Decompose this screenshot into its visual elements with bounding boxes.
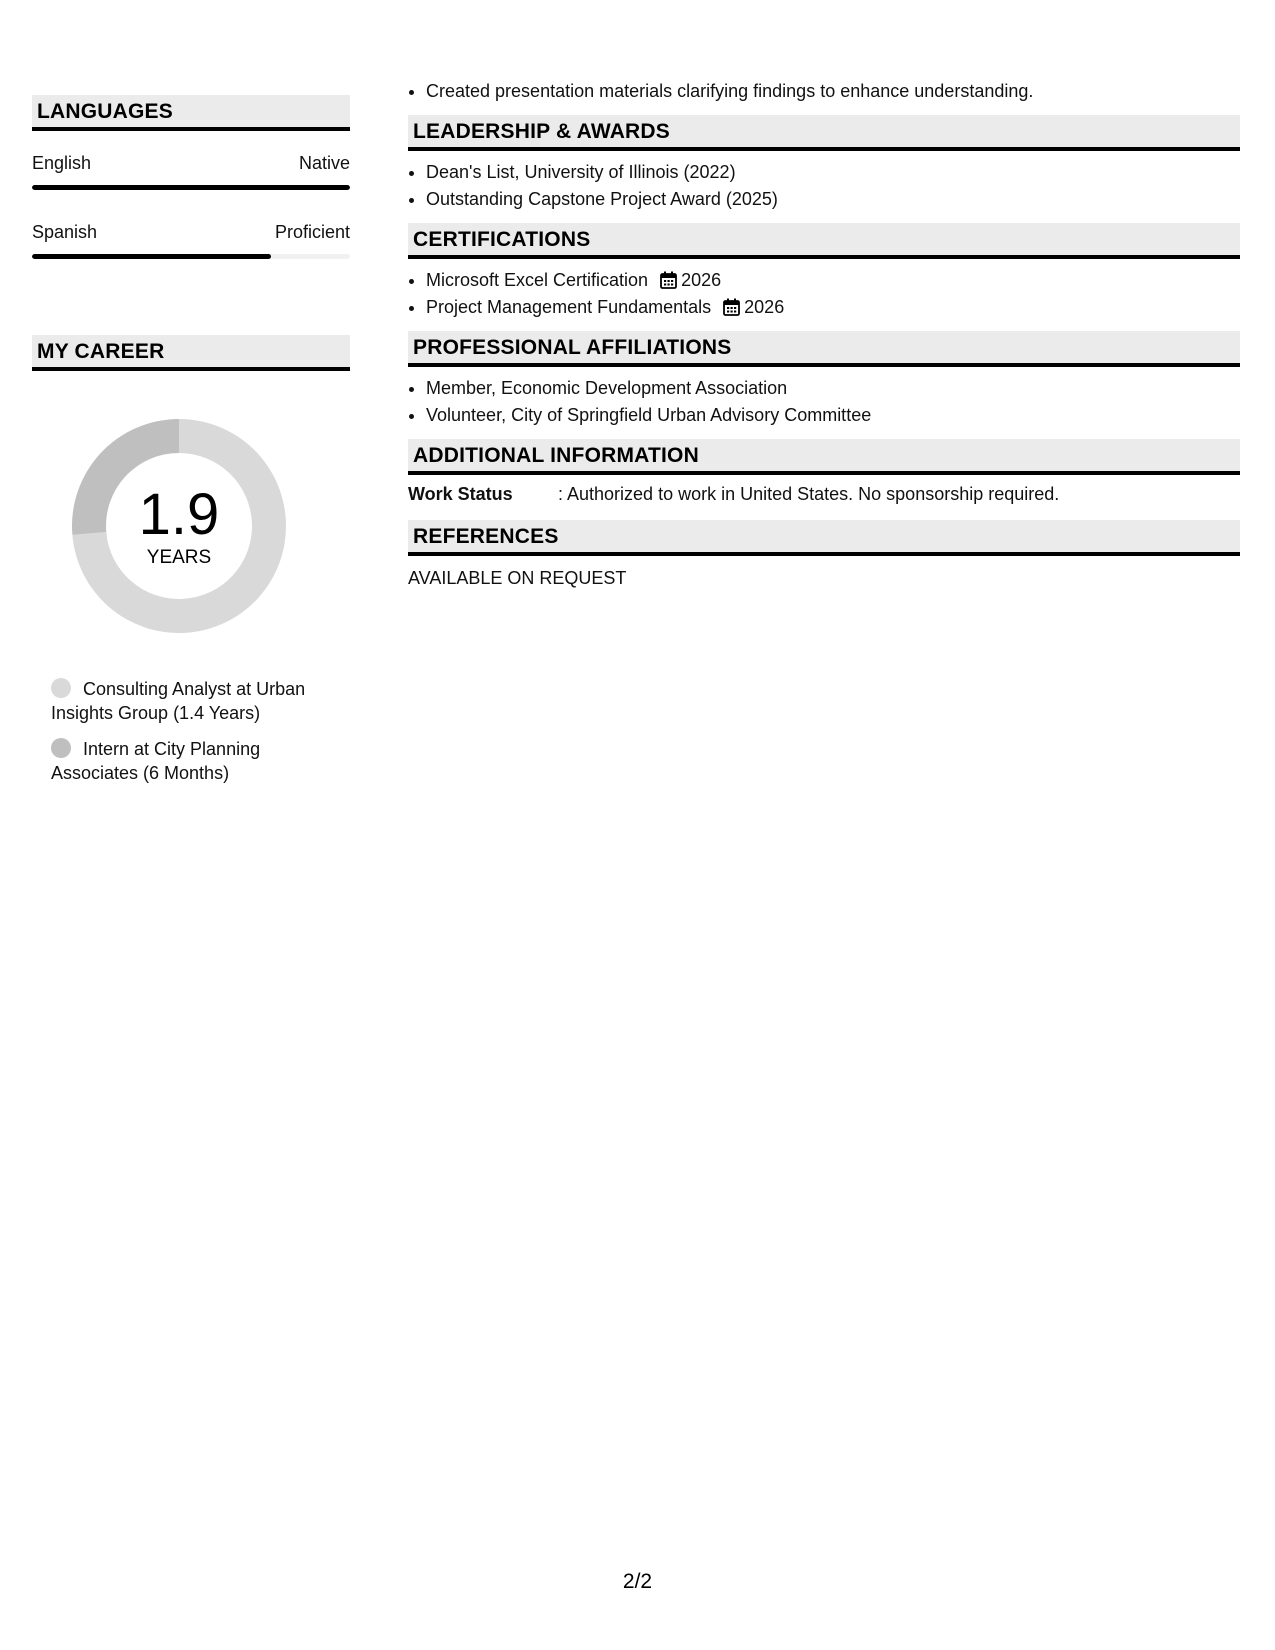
certification-year: 2026 [744,297,785,317]
legend-label: Consulting Analyst at Urban Insights Group (1.4 Years) [51,679,306,723]
certifications-heading: CERTIFICATIONS [408,223,1240,259]
total-years-unit: YEARS [146,547,212,568]
career-legend [51,677,331,785]
career-heading: MY CAREER [32,335,350,371]
language-name: Spanish [32,222,98,242]
language-row-english [32,153,350,190]
language-row-spanish [32,222,350,259]
affiliations-section [408,331,1240,429]
legend-label: Intern at City Planning Associates (6 Months) [51,739,261,783]
list-item: • Volunteer, City of Springfield Urban Advisory Committee [426,402,1240,429]
work-status-row [408,484,1240,504]
additional-info-heading: ADDITIONAL INFORMATION [408,439,1240,475]
references-heading: REFERENCES [408,520,1240,556]
certifications-section [408,223,1240,321]
legend-item [51,737,331,785]
career-donut-chart [66,413,292,639]
certification-year: 2026 [681,270,722,290]
legend-item [51,677,331,725]
certification-name: Project Management Fundamentals [426,297,712,317]
list-item: • Created presentation materials clarifying findings to enhance understanding. [426,78,1240,105]
work-status-value: : Authorized to work in United States. No sponsorship required. [558,484,1060,504]
additional-info-section [408,439,1240,504]
calendar-icon [660,271,677,289]
donut-center [66,413,292,639]
list-item: • Member, Economic Development Association [426,375,1240,402]
language-level: Native [298,153,350,173]
leadership-heading: LEADERSHIP & AWARDS [408,115,1240,151]
language-level: Proficient [274,222,350,242]
references-section [408,520,1240,588]
legend-dot [51,738,71,758]
legend-dot [51,678,71,698]
language-proficiency-fill [32,254,271,259]
experience-tail-list [408,78,1240,105]
languages-heading: LANGUAGES [32,95,350,131]
total-years-value: 1.9 [138,482,220,547]
certification-name: Microsoft Excel Certification [426,270,649,290]
certification-item [426,294,1240,321]
list-item: • Outstanding Capstone Project Award (2025) [426,186,1240,213]
certification-item [426,267,1240,294]
work-status-label: Work Status [408,484,513,504]
left-column [32,95,350,797]
list-item: • Dean's List, University of Illinois (2022) [426,159,1240,186]
language-proficiency-bar [32,185,350,190]
leadership-section [408,115,1240,213]
calendar-icon [723,298,740,316]
page-number: 2/2 [622,1570,653,1593]
affiliations-heading: PROFESSIONAL AFFILIATIONS [408,331,1240,367]
right-column [408,78,1240,588]
references-text: AVAILABLE ON REQUEST [408,568,627,588]
language-proficiency-bar [32,254,350,259]
language-proficiency-fill [32,185,350,190]
language-name: English [32,153,92,173]
